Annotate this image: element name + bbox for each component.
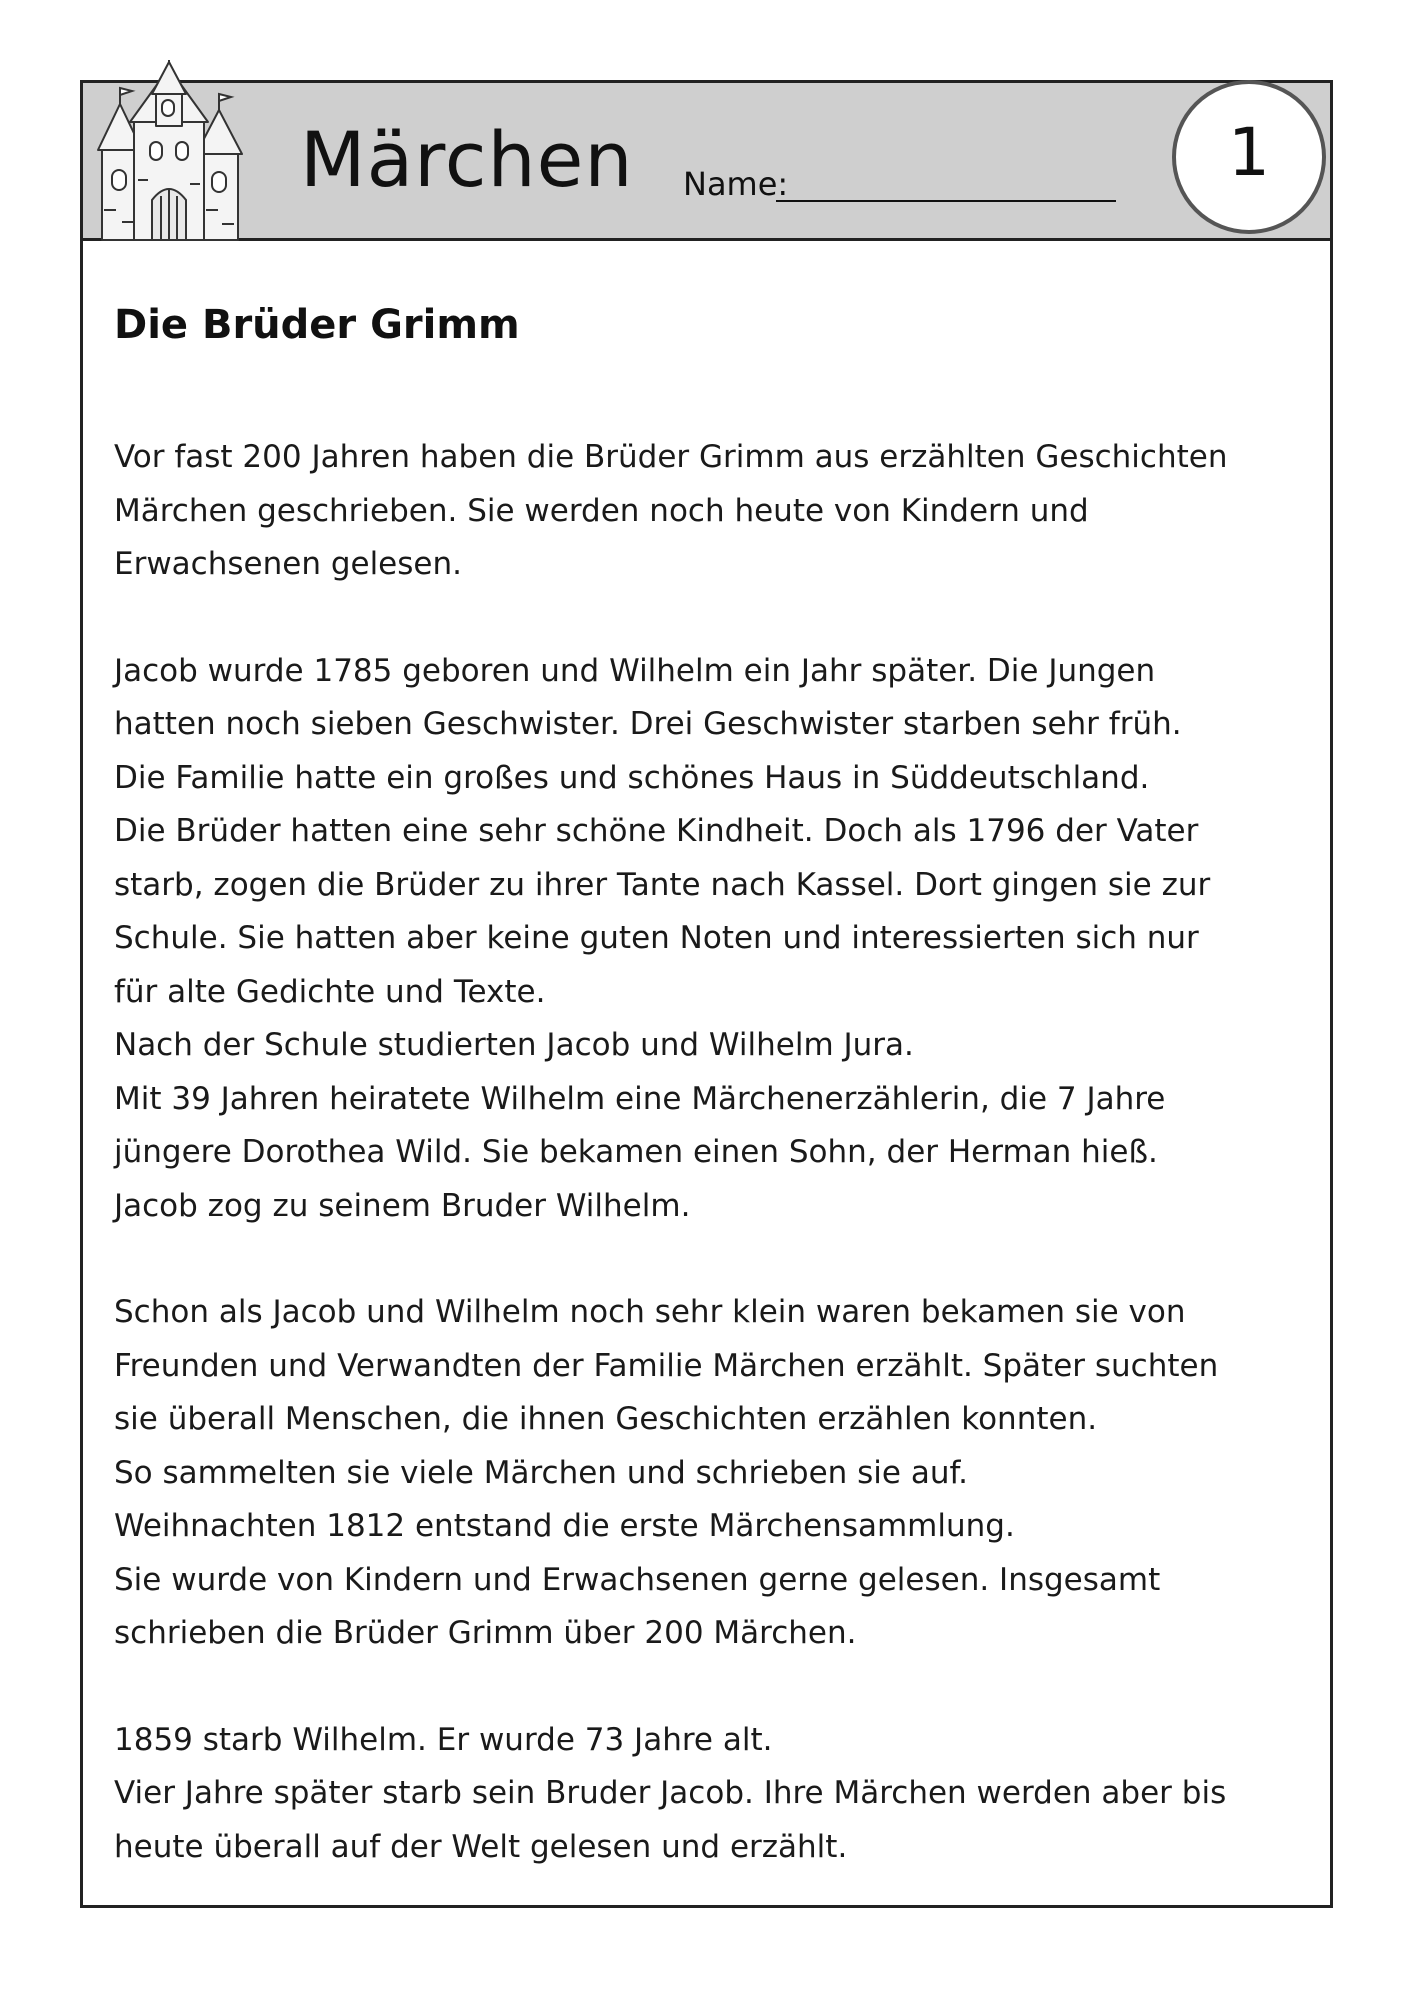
paragraph bbox=[114, 1714, 1314, 1875]
text-line: Weihnachten 1812 entstand die erste Märchensammlung. bbox=[114, 1508, 1015, 1544]
paragraph bbox=[114, 645, 1314, 1234]
text-line: Märchen geschrieben. Sie werden noch heute von Kindern und bbox=[114, 492, 1089, 529]
worksheet-header bbox=[80, 80, 1333, 241]
castle-icon bbox=[96, 60, 246, 242]
name-label: Name: bbox=[683, 165, 789, 203]
text-line: sie überall Menschen, die ihnen Geschichten erzählen konnten. bbox=[114, 1401, 1098, 1437]
text-line: Vier Jahre später starb sein Bruder Jacob. Ihre Märchen werden aber bis bbox=[114, 1775, 1227, 1811]
text-line: Schon als Jacob und Wilhelm noch sehr klein waren bekamen sie von bbox=[114, 1294, 1186, 1330]
text-line: starb, zogen die Brüder zu ihrer Tante nach Kassel. Dort gingen sie zur bbox=[114, 866, 1211, 903]
page-number-badge bbox=[1172, 80, 1326, 234]
article-heading: Die Brüder Grimm bbox=[114, 302, 520, 348]
text-line: Nach der Schule studierten Jacob und Wilhelm Jura. bbox=[114, 1027, 914, 1063]
paragraph bbox=[114, 431, 1314, 592]
text-line: Erwachsenen gelesen. bbox=[114, 546, 462, 582]
text-line: Jacob zog zu seinem Bruder Wilhelm. bbox=[114, 1187, 691, 1224]
text-line: Schule. Sie hatten aber keine guten Noten und interessierten sich nur bbox=[114, 920, 1199, 956]
text-line: Jacob wurde 1785 geboren und Wilhelm ein Jahr später. Die Jungen bbox=[114, 652, 1156, 689]
page-number: 1 bbox=[1228, 114, 1270, 191]
text-line: Vor fast 200 Jahren haben die Brüder Grimm aus erzählten Geschichten bbox=[114, 439, 1228, 475]
worksheet-title: Märchen bbox=[300, 115, 634, 204]
text-line: Die Brüder hatten eine sehr schöne Kindheit. Doch als 1796 der Vater bbox=[114, 813, 1199, 849]
text-line: Die Familie hatte ein großes und schönes Haus in Süddeutschland. bbox=[114, 759, 1150, 796]
name-field-line[interactable] bbox=[776, 200, 1116, 202]
text-line: 1859 starb Wilhelm. Er wurde 73 Jahre alt. bbox=[114, 1721, 773, 1758]
text-line: für alte Gedichte und Texte. bbox=[114, 973, 546, 1010]
article bbox=[114, 302, 1314, 1927]
text-line: heute überall auf der Welt gelesen und erzählt. bbox=[114, 1828, 848, 1865]
paragraph bbox=[114, 1286, 1314, 1661]
text-line: jüngere Dorothea Wild. Sie bekamen einen Sohn, der Herman hieß. bbox=[114, 1134, 1158, 1170]
text-line: Freunden und Verwandten der Familie Märchen erzählt. Später suchten bbox=[114, 1347, 1219, 1384]
text-line: So sammelten sie viele Märchen und schrieben sie auf. bbox=[114, 1454, 968, 1491]
text-line: hatten noch sieben Geschwister. Drei Geschwister starben sehr früh. bbox=[114, 706, 1182, 742]
text-line: Sie wurde von Kindern und Erwachsenen gerne gelesen. Insgesamt bbox=[114, 1561, 1161, 1598]
text-line: schrieben die Brüder Grimm über 200 Märchen. bbox=[114, 1615, 857, 1651]
text-line: Mit 39 Jahren heiratete Wilhelm eine Märchenerzählerin, die 7 Jahre bbox=[114, 1080, 1166, 1117]
